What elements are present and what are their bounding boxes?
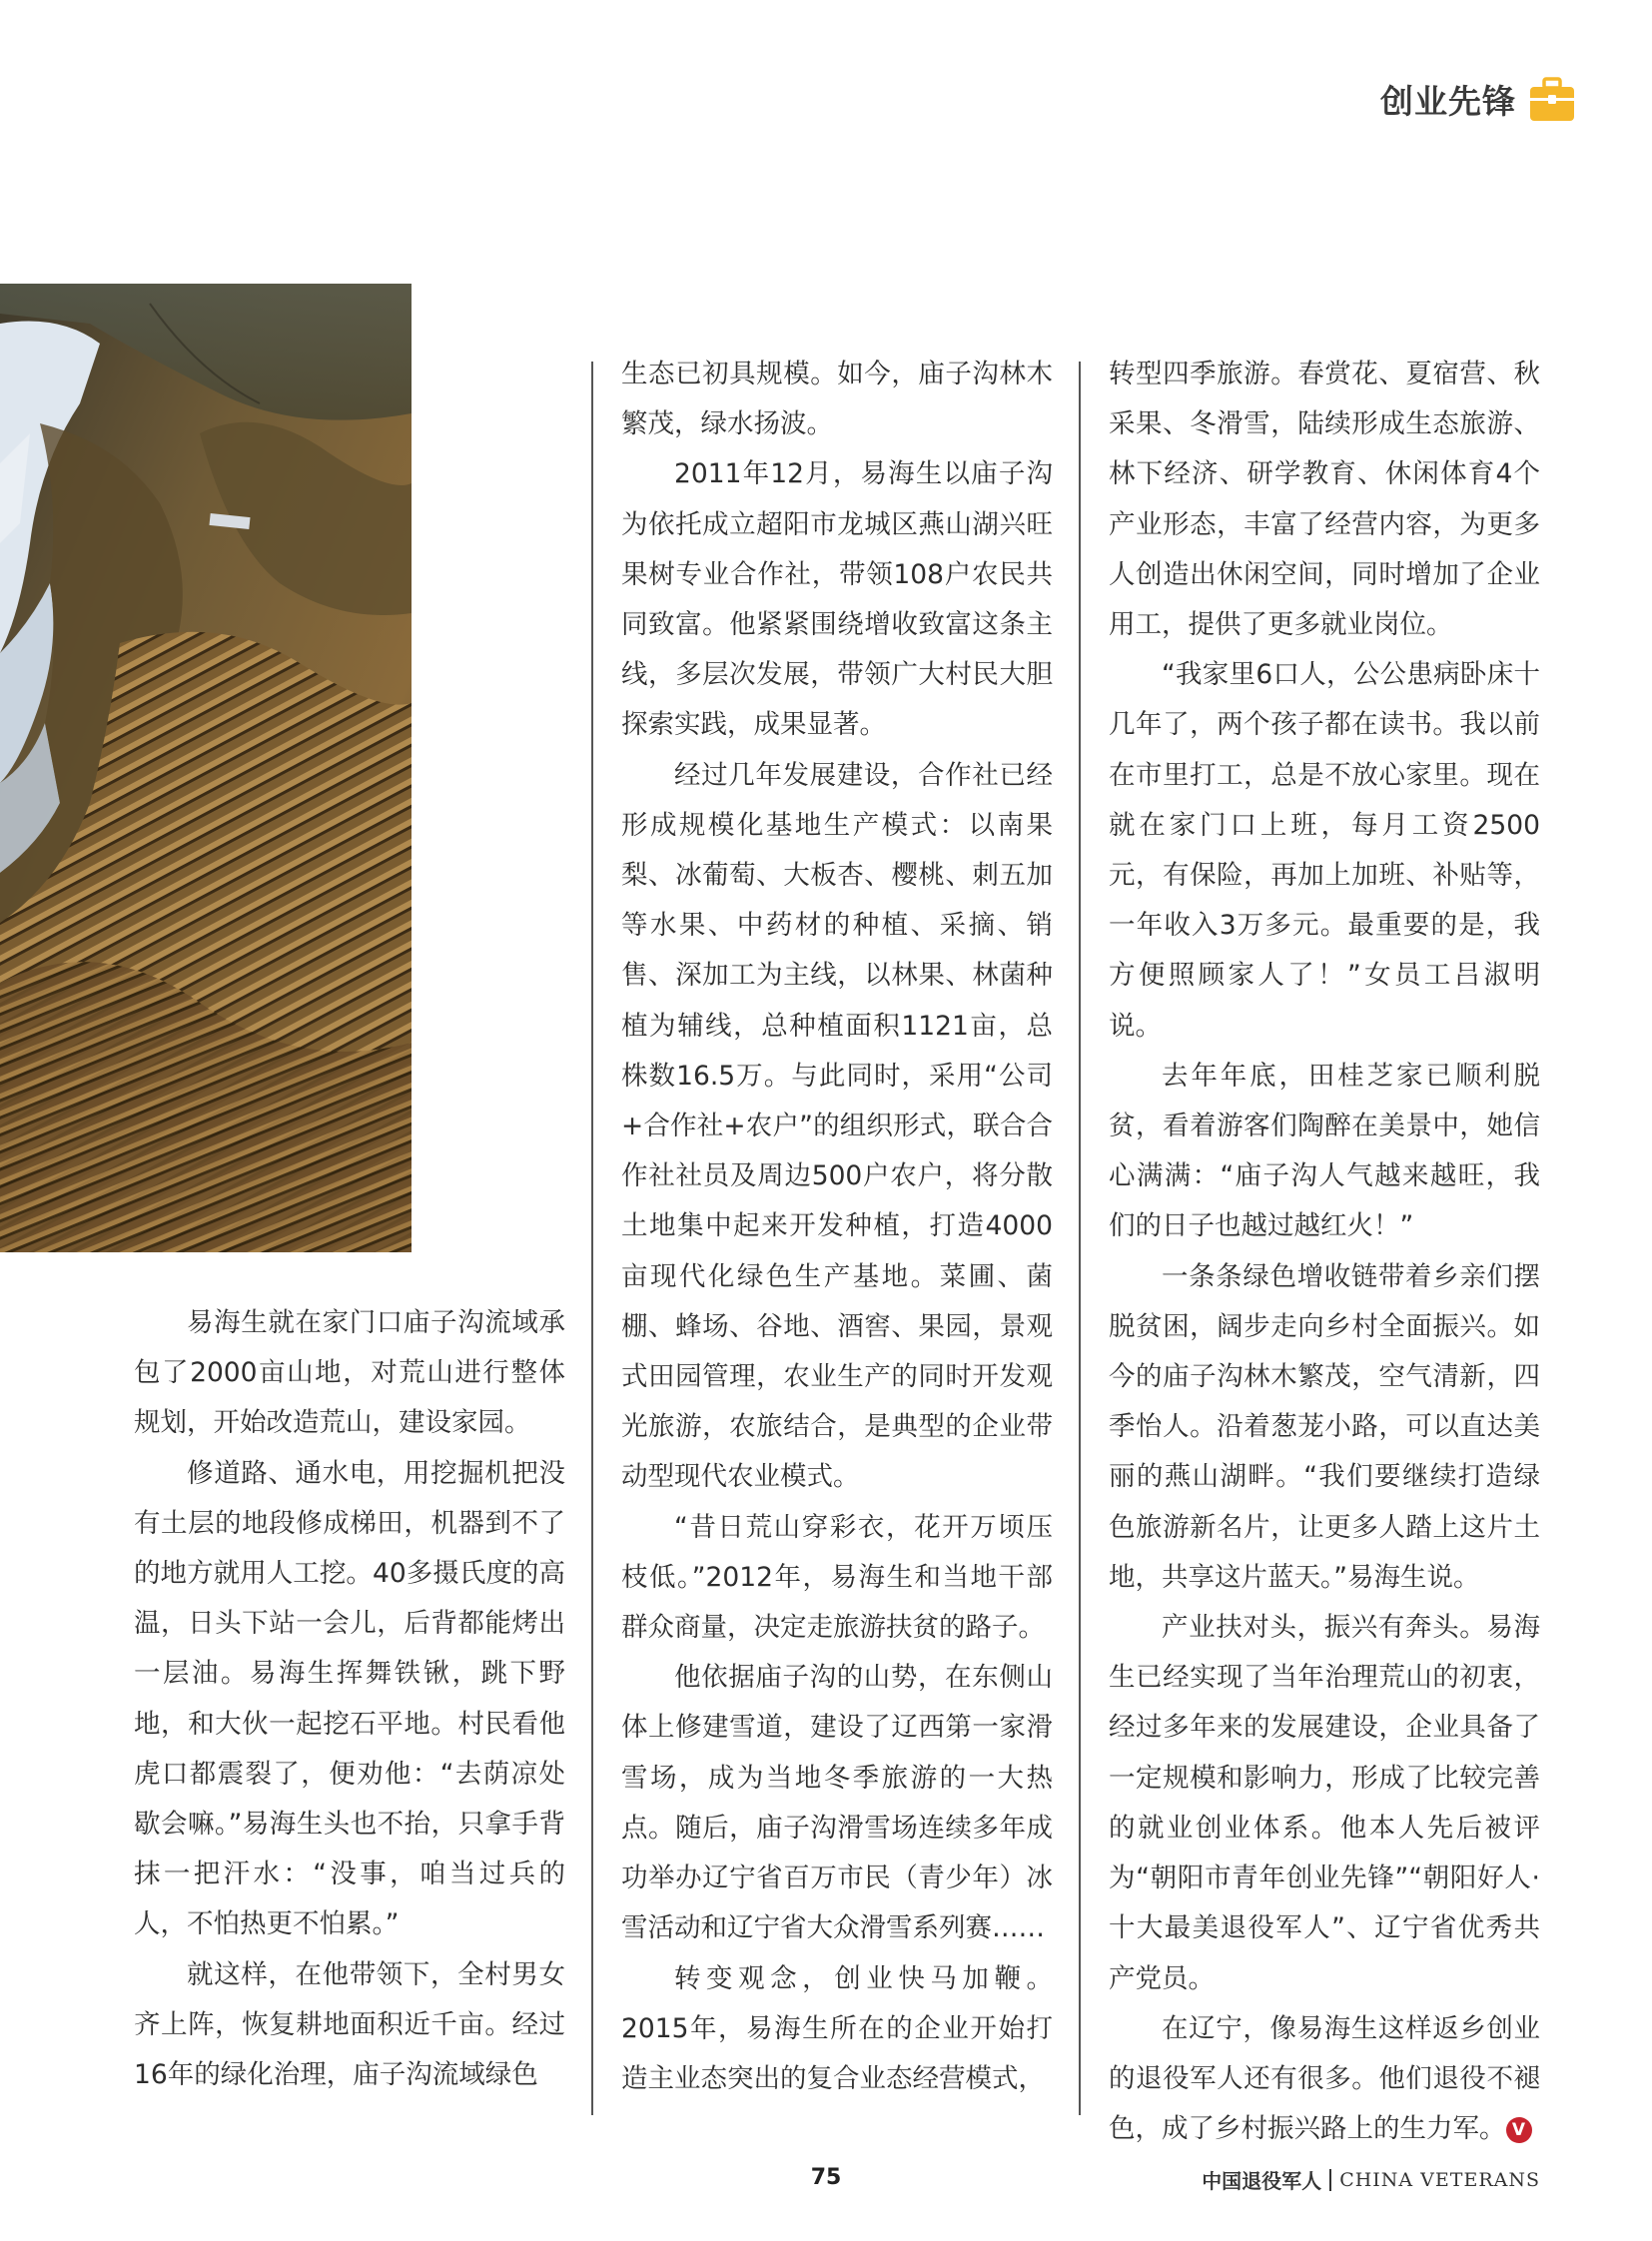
article-paragraph-continuation: 转型四季旅游。春赏花、夏宿营、秋采果、冬滑雪，陆续形成生态旅游、林下经济、研学教育、休闲体育4个产业形态，丰富了经营内容，为更多人创造出休闲空间，同时增加了企业用工，提供了更多就业岗位。	[1109, 359, 1540, 641]
article-paragraph: 转变观念，创业快马加鞭。2015年，易海生所在的企业开始打造主业态突出的复合业态经营模式，	[621, 1962, 1053, 2094]
magazine-name-cn: 中国退役军人	[1202, 2169, 1322, 2193]
section-tag	[1380, 76, 1576, 123]
article-final-text: 在辽宁，像易海生这样返乡创业的退役军人还有很多。他们退役不褪色，成了乡村振兴路上的生力军。	[1109, 2012, 1540, 2145]
article-column-2	[621, 350, 1053, 2104]
article-paragraph: “我家里6口人，公公患病卧床十几年了，两个孩子都在读书。我以前在市里打工，总是不放心家里。现在就在家门口上班，每月工资2500元，有保险，再加上加班、补贴等，一年收入3万多元。最重要的是，我方便照顾家人了！”女员工吕淑明说。	[1109, 659, 1540, 1042]
magazine-name-en: CHINA VETERANS	[1339, 2168, 1540, 2191]
page-number: 75	[810, 2165, 842, 2190]
article-paragraph: 修道路、通水电，用挖掘机把没有土层的地段修成梯田，机器到不了的地方就用人工挖。40多摄氏度的高温，日头下站一会儿，后背都能烤出一层油。易海生挥舞铁锹，跳下野地，和大伙一起挖石平地。村民看他虎口都震裂了，便劝他：“去荫凉处歇会嘛。”易海生头也不抬，只拿手背抹一把汗水：“没事，咱当过兵的人，不怕热更不怕累。”	[134, 1457, 565, 1940]
article-column-3	[1109, 350, 1540, 2154]
article-paragraph: 2011年12月，易海生以庙子沟为依托成立超阳市龙城区燕山湖兴旺果树专业合作社，带领108户农民共同致富。他紧紧围绕增收致富这条主线，多层次发展，带领广大村民大胆探索实践，成果显著。	[621, 458, 1053, 741]
column-divider	[591, 362, 593, 2115]
aerial-landscape-photo	[0, 284, 412, 1252]
article-final-paragraph	[1109, 2004, 1540, 2155]
article-paragraph: 产业扶对头，振兴有奔头。易海生已经实现了当年治理荒山的初衷，经过多年来的发展建设，企业具备了一定规模和影响力，形成了比较完善的就业创业体系。他本人先后被评为“朝阳市青年创业先锋”“朝阳好人·十大最美退役军人”、辽宁省优秀共产党员。	[1109, 1612, 1540, 1994]
article-paragraph: 一条条绿色增收链带着乡亲们摆脱贫困，阔步走向乡村全面振兴。如今的庙子沟林木繁茂，空气清新，四季怡人。沿着葱茏小路，可以直达美丽的燕山湖畔。“我们要继续打造绿色旅游新名片，让更多人踏上这片土地，共享这片蓝天。”易海生说。	[1109, 1260, 1540, 1593]
magazine-footer	[1202, 2165, 1540, 2194]
footer-divider	[1329, 2169, 1331, 2191]
article-paragraph: 他依据庙子沟的山势，在东侧山体上修建雪道，建设了辽西第一家滑雪场，成为当地冬季旅游的一大热点。随后，庙子沟滑雪场连续多年成功举办辽宁省百万市民（青少年）冰雪活动和辽宁省大众滑雪系列赛……	[621, 1662, 1053, 1944]
article-paragraph: 就这样，在他带领下，全村男女齐上阵，恢复耕地面积近千亩。经过16年的绿化治理，庙子沟流域绿色	[134, 1958, 565, 2091]
article-paragraph: 经过几年发展建设，合作社已经形成规模化基地生产模式：以南果梨、冰葡萄、大板杏、樱桃、刺五加等水果、中药材的种植、采摘、销售、深加工为主线，以林果、林菌种植为辅线，总种植面积1121亩，总株数16.5万。与此同时，采用“公司+合作社+农户”的组织形式，联合合作社社员及周边500户农户，将分散土地集中起来开发种植，打造4000亩现代化绿色生产基地。菜圃、菌棚、蜂场、谷地、酒窖、果园，景观式田园管理，农业生产的同时开发观光旅游，农旅结合，是典型的企业带动型现代农业模式。	[621, 759, 1053, 1493]
article-paragraph: 去年年底，田桂芝家已顺利脱贫，看着游客们陶醉在美景中，她信心满满：“庙子沟人气越来越旺，我们的日子也越过越红火！”	[1109, 1060, 1540, 1242]
end-mark-icon: V	[1506, 2117, 1532, 2143]
article-paragraph: “昔日荒山穿彩衣，花开万顷压枝低。”2012年，易海生和当地干部群众商量，决定走旅游扶贫的路子。	[621, 1511, 1053, 1644]
article-column-1	[134, 1298, 565, 2100]
column-divider	[1079, 362, 1081, 2115]
briefcase-icon	[1528, 77, 1576, 123]
section-label: 创业先锋	[1380, 82, 1516, 121]
article-paragraph-continuation: 生态已初具规模。如今，庙子沟林木繁茂，绿水扬波。	[621, 359, 1053, 440]
article-paragraph: 易海生就在家门口庙子沟流域承包了2000亩山地，对荒山进行整体规划，开始改造荒山，建设家园。	[134, 1307, 565, 1439]
